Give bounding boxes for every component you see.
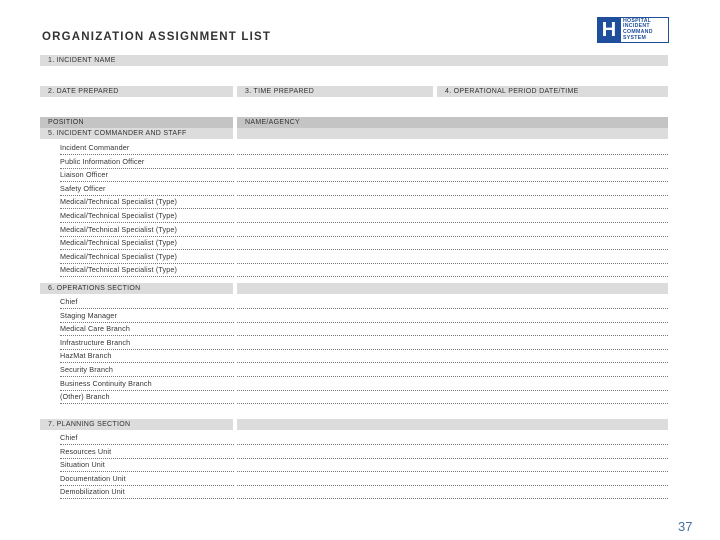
table-row (40, 224, 668, 237)
table-row (40, 210, 668, 223)
page-number: 37 (678, 519, 693, 534)
section-header-operations: 6. OPERATIONS SECTION (40, 283, 233, 294)
table-row (40, 391, 668, 404)
position-label: Medical/Technical Specialist (Type) (60, 265, 178, 275)
position-label: Medical Care Branch (60, 324, 130, 334)
position-label: Medical/Technical Specialist (Type) (60, 238, 178, 248)
table-row (40, 323, 668, 336)
table-row (40, 237, 668, 250)
logo-line: COMMAND (623, 29, 653, 35)
table-row (40, 296, 668, 309)
table-row (40, 459, 668, 472)
table-row (40, 183, 668, 196)
table-row (40, 251, 668, 264)
position-label: Safety Officer (60, 183, 106, 193)
table-row (40, 378, 668, 391)
name-agency-input-line[interactable] (237, 498, 668, 499)
logo-line: HOSPITAL (623, 17, 652, 24)
operational-period-field[interactable]: 4. OPERATIONAL PERIOD DATE/TIME (437, 86, 668, 97)
position-label: HazMat Branch (60, 351, 112, 361)
date-prepared-field[interactable]: 2. DATE PREPARED (40, 86, 233, 97)
position-label: Chief (60, 297, 78, 306)
position-label: Business Continuity Branch (60, 378, 152, 388)
position-label: Incident Commander (60, 143, 130, 152)
logo-line: INCIDENT (623, 23, 650, 30)
table-row (40, 310, 668, 323)
position-label: Liaison Officer (60, 170, 109, 180)
table-row (40, 169, 668, 182)
time-prepared-field[interactable]: 3. TIME PREPARED (237, 86, 433, 97)
hics-logo (597, 17, 669, 43)
position-label: Demobilization Unit (60, 487, 125, 497)
position-line (60, 403, 234, 404)
table-row (40, 337, 668, 350)
position-label: Infrastructure Branch (60, 337, 131, 347)
position-label: Documentation Unit (60, 473, 126, 483)
position-label: Security Branch (60, 365, 113, 374)
table-row (40, 142, 668, 155)
section-header-planning: 7. PLANNING SECTION (40, 419, 233, 430)
position-label: Medical/Technical Specialist (Type) (60, 197, 178, 207)
section-name-field[interactable] (237, 283, 668, 294)
table-row (40, 350, 668, 363)
position-label: Public Information Officer (60, 156, 145, 166)
position-line (60, 276, 234, 277)
name-agency-column-header: NAME/AGENCY (237, 117, 668, 128)
table-row (40, 364, 668, 377)
position-label: Medical/Technical Specialist (Type) (60, 211, 178, 220)
position-label: Medical/Technical Specialist (Type) (60, 251, 178, 261)
position-column-header: POSITION (40, 117, 233, 128)
position-label: Situation Unit (60, 460, 105, 470)
table-row (40, 264, 668, 277)
logo-letter: H (597, 17, 621, 43)
table-row (40, 432, 668, 445)
section-name-field[interactable] (237, 128, 668, 139)
table-row (40, 196, 668, 209)
logo-line: SYSTEM (623, 34, 647, 41)
section-header-command-staff: 5. INCIDENT COMMANDER AND STAFF (40, 128, 233, 139)
incident-name-field[interactable]: 1. INCIDENT NAME (40, 55, 668, 66)
position-label: Resources Unit (60, 446, 112, 456)
logo-text (621, 17, 669, 43)
position-label: Chief (60, 433, 78, 442)
table-row (40, 486, 668, 499)
page-title: ORGANIZATION ASSIGNMENT LIST (42, 31, 272, 43)
position-label: Staging Manager (60, 310, 117, 320)
section-name-field[interactable] (237, 419, 668, 430)
position-label: Medical/Technical Specialist (Type) (60, 224, 178, 234)
table-row (40, 446, 668, 459)
position-label: (Other) Branch (60, 392, 110, 402)
name-agency-input-line[interactable] (237, 276, 668, 277)
name-agency-input-line[interactable] (237, 403, 668, 404)
table-row (40, 473, 668, 486)
position-line (60, 498, 234, 499)
table-row (40, 156, 668, 169)
